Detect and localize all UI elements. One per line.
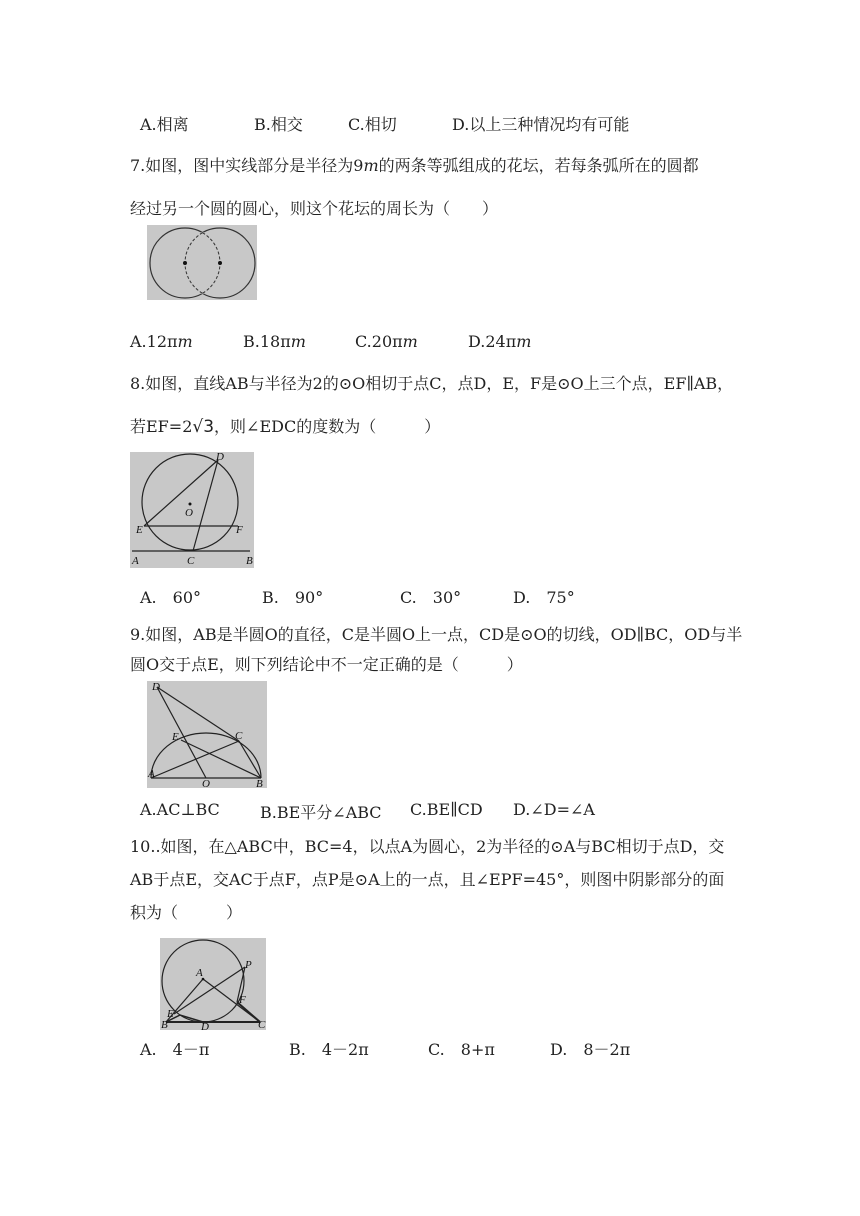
q8-option-a: A. 60° (140, 588, 202, 607)
q9-label-a: A (148, 768, 155, 780)
q9-option-c: C.BE∥CD (410, 800, 483, 819)
q9-label-c: C (235, 730, 243, 742)
q6-option-d: D.以上三种情况均有可能 (452, 115, 630, 134)
q7-figure (147, 225, 257, 300)
q9-option-a: A.AC⊥BC (140, 800, 220, 819)
q9-question-line-1: 9.如图，AB是半圆O的直径，C是半圆O上一点，CD是⊙O的切线，OD∥BC，OD与半 (130, 625, 743, 644)
q8-label-e: E (136, 524, 143, 536)
q8-label-d: D (216, 452, 224, 463)
q9-option-b: B.BE平分∠ABC (260, 803, 382, 822)
q6-option-a: A.相离 (140, 115, 189, 134)
q10-option-c: C. 8+π (428, 1040, 495, 1059)
q8-question-line-2: 若EF=2√3，则∠EDC的度数为（ ） (130, 417, 441, 437)
q10-question-line-3: 积为（ ） (130, 903, 243, 922)
q9-label-o: O (202, 778, 210, 788)
q8-option-c: C. 30° (400, 588, 462, 607)
q8-label-b: B (246, 555, 253, 567)
q10-label-p: P (245, 959, 252, 971)
q8-label-c: C (187, 555, 195, 567)
q9-question-line-2: 圆O交于点E，则下列结论中不一定正确的是（ ） (130, 655, 523, 674)
q7-question-line-1: 7.如图，图中实线部分是半径为9m的两条等弧组成的花坛，若每条弧所在的圆都 (130, 156, 699, 175)
q10-option-d: D. 8－2π (550, 1040, 631, 1059)
q7-option-b: B.18πm (243, 332, 306, 351)
q10-option-b: B. 4－2π (289, 1040, 369, 1059)
q7-option-a: A.12πm (130, 332, 193, 351)
q10-option-a: A. 4－π (140, 1040, 210, 1059)
q10-label-d: D (201, 1021, 209, 1030)
q9-option-d: D.∠D=∠A (513, 800, 595, 819)
q7-option-d: D.24πm (468, 332, 532, 351)
q8-label-o: O (185, 507, 193, 519)
q7-question-line-2: 经过另一个圆的圆心，则这个花坛的周长为（ ） (130, 199, 499, 218)
q10-figure (160, 938, 266, 1030)
q8-option-b: B. 90° (262, 588, 324, 607)
q7-option-c: C.20πm (355, 332, 418, 351)
q9-figure (147, 681, 267, 788)
q8-figure (130, 452, 254, 568)
q10-question-line-1: 10..如图，在△ABC中，BC=4，以点A为圆心，2为半径的⊙A与BC相切于点D，交 (130, 837, 725, 856)
q9-label-e: E (172, 731, 179, 743)
q10-label-b: B (161, 1019, 168, 1030)
q10-question-line-2: AB于点E，交AC于点F，点P是⊙A上的一点，且∠EPF=45°，则图中阴影部分的面 (130, 870, 725, 889)
q9-label-d: D (152, 681, 160, 693)
q10-label-e: E (167, 1008, 174, 1020)
q8-option-d: D. 75° (513, 588, 575, 607)
q10-label-a: A (196, 967, 203, 979)
q8-label-a: A (132, 555, 139, 567)
q8-label-f: F (236, 524, 243, 536)
q9-label-b: B (256, 778, 263, 788)
q6-option-c: C.相切 (348, 115, 397, 134)
q8-question-line-1: 8.如图，直线AB与半径为2的⊙O相切于点C，点D，E，F是⊙O上三个点，EF∥AB， (130, 374, 734, 393)
q6-option-b: B.相交 (254, 115, 303, 134)
q10-label-c: C (258, 1019, 266, 1030)
q10-label-f: F (239, 994, 246, 1006)
